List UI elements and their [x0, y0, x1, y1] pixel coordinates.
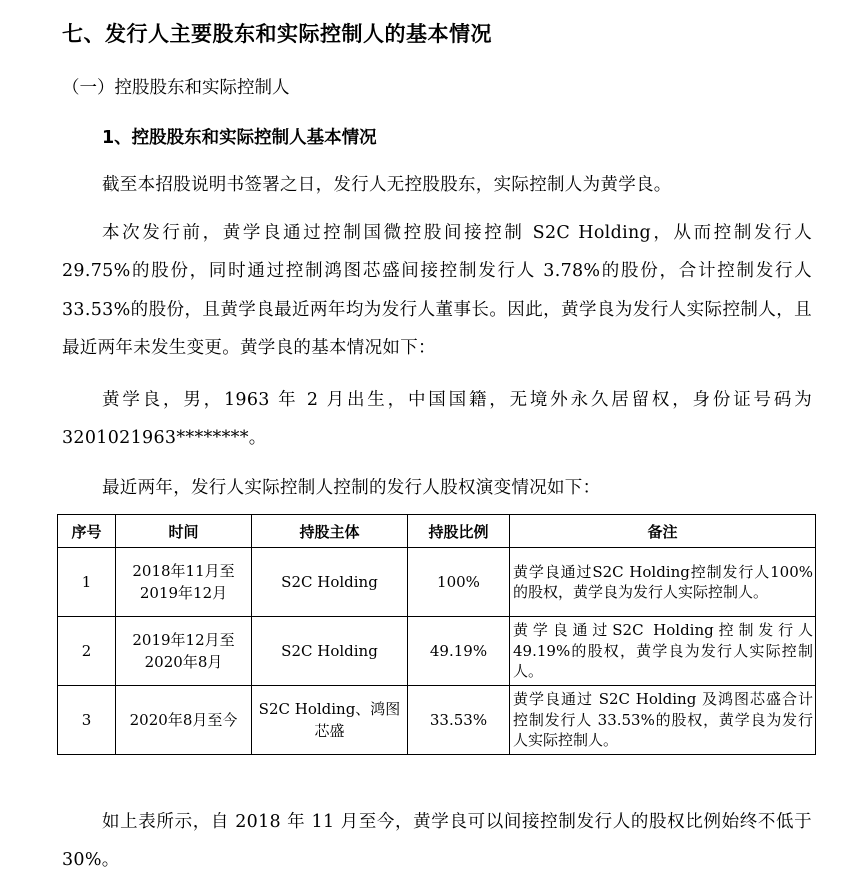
- row-remark: 黄学良通过S2C Holding控制发行人100%的股权，黄学良为发行人实际控制人。: [510, 548, 816, 617]
- row-remark: 黄学良通过 S2C Holding 及鸿图芯盛合计控制发行人 33.53%的股权，黄学良为发行人实际控制人。: [510, 686, 816, 755]
- table-row: [58, 617, 816, 686]
- header-remark: 备注: [510, 515, 816, 548]
- row-index: 2: [58, 617, 116, 686]
- row-index: 3: [58, 686, 116, 755]
- row-period: [116, 617, 252, 686]
- header-holder: 持股主体: [252, 515, 408, 548]
- row-ratio: 100%: [408, 548, 510, 617]
- paragraph-conclusion: 如上表所示，自 2018 年 11 月至今，黄学良可以间接控制发行人的股权比例始终不低于 30%。: [62, 812, 812, 871]
- row-period-text: 2019年12月至2020年8月: [132, 631, 235, 671]
- paragraph-table-intro: 最近两年，发行人实际控制人控制的发行人股权演变情况如下：: [102, 478, 601, 498]
- paragraph-no-controlling-shareholder: 截至本招股说明书签署之日，发行人无控股股东，实际控制人为黄学良。: [102, 175, 672, 195]
- row-holder-text: S2C Holding、鸿图芯盛: [258, 700, 401, 740]
- row-period: [116, 548, 252, 617]
- paragraph-control-structure: 本次发行前，黄学良通过控制国微控股间接控制 S2C Holding，从而控制发行人 29.75%的股份，同时通过控制鸿图芯盛间接控制发行人 3.78%的股份，合计控制发行人 33.53%的股份，且黄学良最近两年均为发行人董事长。因此，黄学良为发行人实际控制人，且最近两年未发生变更。黄学良的基本情况如下：: [62, 223, 812, 358]
- row-holder: S2C Holding: [252, 548, 408, 617]
- row-ratio: 33.53%: [408, 686, 510, 755]
- equity-evolution-table: [57, 514, 816, 755]
- section-heading: （一）控股股东和实际控制人: [62, 78, 290, 98]
- row-ratio: 49.19%: [408, 617, 510, 686]
- subsection-heading: 1、控股股东和实际控制人基本情况: [102, 128, 377, 148]
- row-holder: [252, 686, 408, 755]
- header-ratio: 持股比例: [408, 515, 510, 548]
- table-row: [58, 686, 816, 755]
- chapter-heading: 七、发行人主要股东和实际控制人的基本情况: [62, 22, 492, 46]
- table-header-row: [58, 515, 816, 548]
- header-index: 序号: [58, 515, 116, 548]
- row-index: 1: [58, 548, 116, 617]
- row-period: 2020年8月至今: [116, 686, 252, 755]
- row-period-text: 2018年11月至2019年12月: [132, 562, 235, 602]
- table-row: [58, 548, 816, 617]
- row-holder: S2C Holding: [252, 617, 408, 686]
- row-remark: 黄学良通过S2C Holding控制发行人49.19%的股权，黄学良为发行人实际控制人。: [510, 617, 816, 686]
- paragraph-personal-info: 黄学良，男，1963 年 2 月出生，中国国籍，无境外永久居留权，身份证号码为 3201021963********。: [62, 390, 812, 449]
- header-period: 时间: [116, 515, 252, 548]
